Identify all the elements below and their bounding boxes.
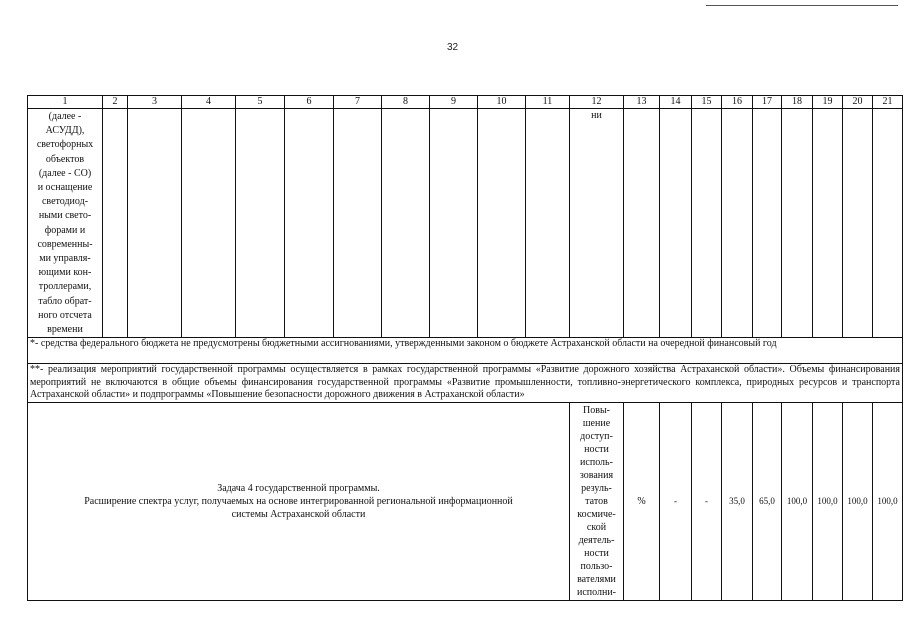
table-cell [692, 109, 722, 338]
page-number: 32 [446, 42, 459, 53]
table-cell [236, 109, 285, 338]
column-header: 18 [782, 96, 813, 109]
column-header: 21 [873, 96, 903, 109]
table-cell [813, 109, 843, 338]
cell-line: времени [47, 324, 83, 336]
table-cell [660, 109, 692, 338]
measure-description-cell [28, 109, 103, 338]
table-cell [430, 109, 478, 338]
value-cell: 100,0 [782, 403, 813, 601]
indicator-line: татов [585, 496, 608, 508]
value-cell: 35,0 [722, 403, 753, 601]
table-cell [285, 109, 334, 338]
cell-line: ного отсчета [38, 309, 92, 321]
cell-line: объектов [45, 153, 85, 165]
indicator-line: космиче- [577, 509, 616, 521]
indicator-line: исполни- [576, 587, 617, 599]
task-description-line: Расширение спектра услуг, получаемых на основе интегрированной региональной информационной [84, 496, 513, 508]
column-header: 19 [813, 96, 843, 109]
column-header: 7 [334, 96, 382, 109]
column-header: 4 [182, 96, 236, 109]
table-cell [843, 109, 873, 338]
indicator-line: ности [584, 548, 609, 560]
value-cell: 65,0 [753, 403, 782, 601]
column-header: 3 [128, 96, 182, 109]
cell-line: и оснащение [37, 182, 93, 194]
column-header: 14 [660, 96, 692, 109]
column-header: 8 [382, 96, 430, 109]
column-header: 17 [753, 96, 782, 109]
column-header: 9 [430, 96, 478, 109]
table-cell [753, 109, 782, 338]
indicator-line: ности [584, 444, 609, 456]
table-cell [624, 109, 660, 338]
value-cell: 100,0 [873, 403, 903, 601]
unit-cell: % [624, 403, 660, 601]
indicator-name-cell [570, 403, 624, 601]
value-cell: - [692, 403, 722, 601]
task-description-cell [28, 403, 570, 601]
cell-line: (далее - [48, 111, 82, 122]
table-cell [873, 109, 903, 338]
cell-line: (далее - СО) [38, 167, 92, 179]
cell-line: ющими кон- [38, 267, 92, 279]
cell-line: светодиод- [41, 196, 89, 208]
column-header: 12 [570, 96, 624, 109]
cell-line: АСУДД), [45, 125, 85, 137]
indicator-line: шение [582, 418, 611, 430]
task-row [28, 403, 903, 601]
column-header: 15 [692, 96, 722, 109]
task-description-line: системы Астраханской области [231, 509, 366, 521]
column-header: 20 [843, 96, 873, 109]
cell-line: светофорных [36, 139, 94, 151]
indicator-line: Повы- [583, 405, 610, 417]
column-header: 2 [103, 96, 128, 109]
footnote-federal-budget: *- средства федерального бюджета не предусмотрены бюджетными ассигнованиями, утвержденными законом о бюджете Астраханской области на очередной финансовый год [28, 338, 903, 364]
table-cell [526, 109, 570, 338]
table-cell [103, 109, 128, 338]
indicator-line: деятель- [578, 535, 615, 547]
indicator-table [27, 95, 903, 601]
column-header: 10 [478, 96, 526, 109]
column-header: 16 [722, 96, 753, 109]
table-cell [128, 109, 182, 338]
footnote-program-implementation: **- реализация мероприятий государственной программы осуществляется в рамках государственной программы «Развитие дорожного хозяйства Астраханской области». Объемы финансирования мероприятий не включаются в общие объемы финансирования государственной программы «Развитие промышленности, топливно-энергетического комплекса, природных ресурсов и транспорта Астраханской области» и подпрограммы «Повышение безопасности дорожного движения в Астраханской области» [28, 364, 903, 403]
cell-line: ми управля- [39, 253, 91, 265]
footnote-row [28, 338, 903, 364]
indicator-line: зования [579, 470, 614, 482]
table-cell [478, 109, 526, 338]
footnote-row [28, 364, 903, 403]
column-header: 5 [236, 96, 285, 109]
cell-line: троллерами, [38, 281, 92, 293]
table-cell [782, 109, 813, 338]
table-cell-col12: ни [570, 109, 624, 338]
table-cell [722, 109, 753, 338]
table-row [28, 109, 903, 338]
indicator-line: ской [586, 522, 607, 534]
header-row [28, 96, 903, 109]
task-title: Задача 4 государственной программы. [217, 483, 380, 495]
table-cell [182, 109, 236, 338]
table-cell [334, 109, 382, 338]
indicator-line: пользо- [580, 561, 613, 573]
indicator-line: вателями [577, 574, 616, 586]
column-header: 13 [624, 96, 660, 109]
cell-line: форами и [44, 224, 86, 236]
value-cell: 100,0 [813, 403, 843, 601]
cell-line: современны- [37, 238, 93, 250]
column-header: 6 [285, 96, 334, 109]
column-header: 1 [28, 96, 103, 109]
top-rule [706, 5, 898, 6]
value-cell: - [660, 403, 692, 601]
table-cell [382, 109, 430, 338]
indicator-line: доступ- [580, 431, 613, 443]
value-cell: 100,0 [843, 403, 873, 601]
indicator-line: исполь- [580, 457, 613, 469]
indicator-line: резуль- [581, 483, 612, 495]
cell-line: ными свето- [38, 210, 92, 222]
cell-line: табло обрат- [38, 295, 92, 307]
column-header: 11 [526, 96, 570, 109]
